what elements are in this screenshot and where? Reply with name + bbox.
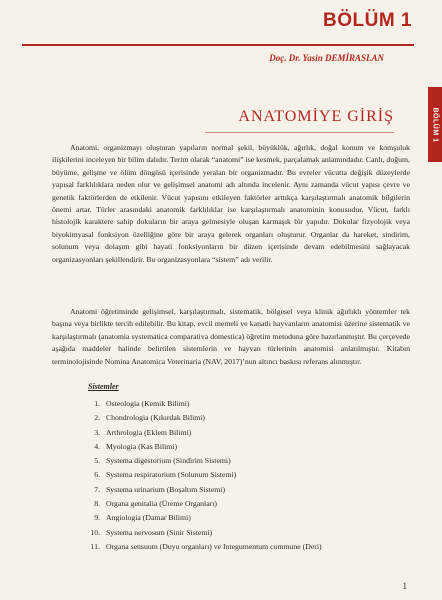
list-item-text: Organa genitalia (Üreme Organları) bbox=[106, 499, 217, 509]
list-item-text: Systema respiratorium (Solunum Sistemi) bbox=[106, 470, 237, 480]
systems-heading: Sistemler bbox=[88, 382, 119, 391]
list-item-text: Angiologia (Damar Bilimi) bbox=[106, 513, 191, 523]
list-item-text: Organa sensuum (Duyu organları) ve Integumentum commune (Deri) bbox=[106, 541, 322, 551]
list-item bbox=[84, 526, 322, 540]
chapter-heading: BÖLÜM 1 bbox=[323, 10, 412, 31]
list-item bbox=[84, 540, 322, 554]
list-item-text: Systema urinarium (Boşaltım Sistemi) bbox=[106, 484, 226, 494]
side-tab-label: BÖLÜM 1 bbox=[431, 107, 439, 142]
list-item bbox=[84, 454, 322, 468]
title-underline bbox=[205, 132, 394, 133]
list-item-number: 5. bbox=[94, 456, 100, 466]
list-item-number: 8. bbox=[94, 499, 100, 509]
list-item bbox=[84, 483, 322, 497]
list-item-number: 3. bbox=[94, 427, 100, 437]
page-number: 1 bbox=[402, 581, 407, 591]
list-item-number: 11. bbox=[90, 541, 100, 551]
author-name: Doç. Dr. Yasin DEMİRASLAN bbox=[269, 53, 384, 63]
list-item-number: 4. bbox=[94, 441, 100, 451]
systems-list bbox=[84, 397, 322, 554]
list-item-text: Myologia (Kas Bilimi) bbox=[106, 441, 178, 451]
intro-paragraph: Anatomi, organizmayı oluşturan yapıların normal şekil, büyüklük, ağırlık, doğal konum ve komşuluk ilişkilerini inceleyen bir bilim dalıdır. Terim olarak “anatomi” ise kesmek, parçalamak anlamındadır. Canlı, doğum, büyüme, gelişme ve ölüm döngüsü içerisinde yeralan bir organizmadır. Bu evreler vücutta değişik düzeylerde yapısal farklılıklara neden olur ve gelişimsel anatomi adı altında incelenir. Aynı zamanda vücut yapısı çevre ve genetik faktörlerden de etkilenir. Vücut yapısını etkileyen faktörler arttıkça karşılaştırmalı anatomik bilgilerin önemi artar. Türler arasındaki anatomik farklılıklar ise karşılaştırmalı anatominin konusudur. Vücut, farklı histolojik karaktere sahip dokuların bir araya gelmesiyle oluşan karmaşık bir yapıdır. Dokular fizyolojik veya biyokimyasal fonksiyon özelliğine göre bir araya gelerek organları oluşturur. Organlar da hareket, sindirim, solunum veya dolaşım gibi hayati fonksiyonların bir düzen içerisinde devam edebilmesini sağlayacak organizasyonları şekillendirir. Bu organizasyonlara “sistem” adı verilir. bbox=[52, 143, 410, 264]
list-item bbox=[84, 397, 322, 411]
list-item-text: Systema digestorium (Sindirim Sistemi) bbox=[106, 456, 231, 466]
list-item-number: 9. bbox=[94, 513, 100, 523]
list-item bbox=[84, 411, 322, 425]
list-item-text: Arthrologia (Eklem Bilimi) bbox=[106, 427, 192, 437]
header-rule bbox=[22, 44, 414, 46]
list-item-number: 2. bbox=[94, 413, 100, 423]
list-item-number: 10. bbox=[90, 527, 100, 537]
list-item bbox=[84, 497, 322, 511]
list-item-text: Chondrologia (Kıkırdak Bilimi) bbox=[106, 413, 206, 423]
list-item bbox=[84, 468, 322, 482]
list-item bbox=[84, 440, 322, 454]
list-item-text: Systema nervosum (Sinir Sistemi) bbox=[106, 527, 213, 537]
list-item bbox=[84, 426, 322, 440]
chapter-side-tab bbox=[428, 87, 442, 162]
list-item-number: 6. bbox=[94, 470, 100, 480]
method-paragraph: Anatomi öğretiminde gelişimsel, karşılaştırmalı, sistematik, bölgesel veya klinik ağırlıklı yöntemler tek başına veya birlikte tercih edilebilir. Bu kitap, evcil memeli ve kanatlı hayvanların anatomisi üzerine sistematik ve karşılaştırmalı (anatomia systematica comparativa domestica) öğretim metoduna göre hazırlanmıştır. Bu çerçevede aşağıda maddeler halinde belirtilen sistemlerin ve hayvan türlerinin anatomisi anlatılmıştır. Kitabın terminolojisinde Nomina Anatomica Veterinaria (NAV, 2017)’nun altıncı baskısı referans alınmıştır. bbox=[52, 307, 410, 366]
list-item-number: 7. bbox=[94, 484, 100, 494]
chapter-title: ANATOMİYE GİRİŞ bbox=[238, 108, 394, 125]
list-item bbox=[84, 511, 322, 525]
list-item-text: Osteologia (Kemik Bilimi) bbox=[106, 399, 190, 408]
list-item-number: 1. bbox=[94, 399, 100, 408]
